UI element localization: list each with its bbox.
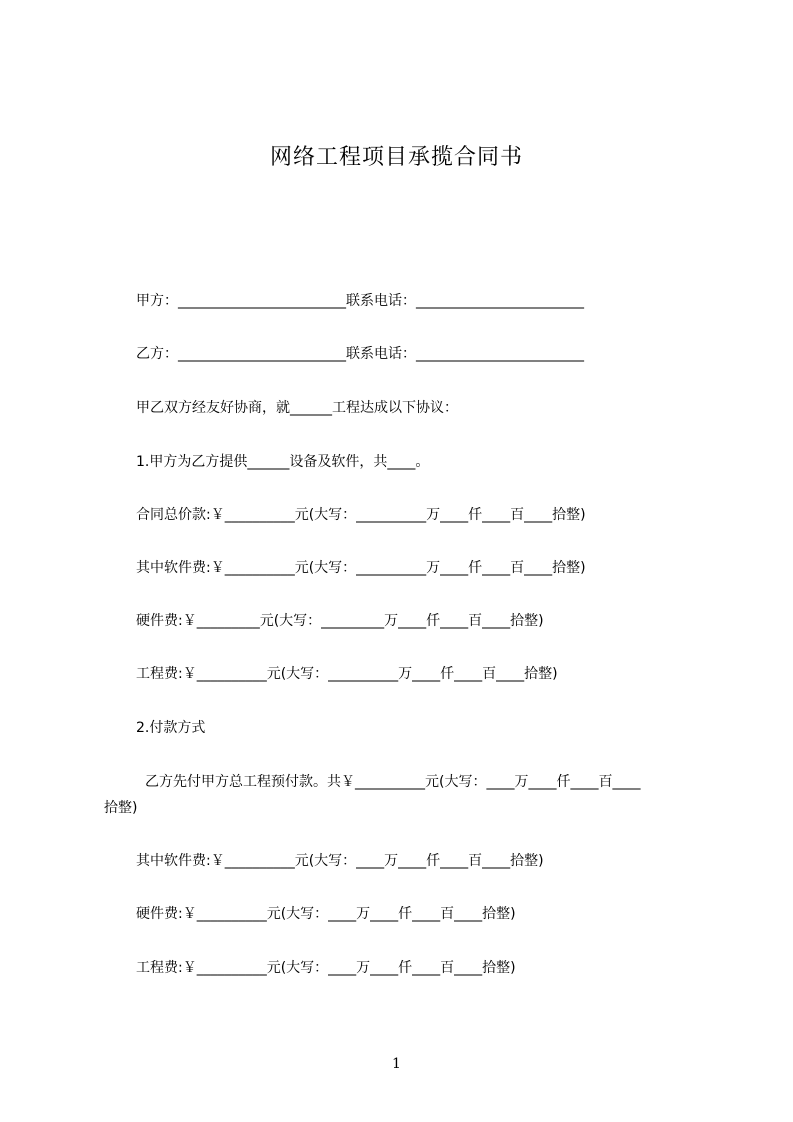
total-price-line: 合同总价款:￥__________元(大写：__________万____仟____百____拾整) — [136, 507, 586, 523]
software-fee-line: 其中软件费:￥__________元(大写：__________万____仟____百____拾整) — [136, 560, 586, 576]
page-number: 1 — [392, 1056, 401, 1072]
hardware-fee-line: 硬件费:￥_________元(大写：_________万____仟____百____拾整) — [136, 613, 544, 629]
party-a-line: 甲方：________________________联系电话：________________________ — [136, 293, 584, 309]
prepayment-software-fee-line: 其中软件费:￥__________元(大写：____万____仟____百____拾整) — [136, 853, 544, 869]
prepayment-line: 乙方先付甲方总工程预付款。共￥__________元(大写：____万____仟____百____ — [145, 774, 641, 790]
prepayment-line-continued: 拾整) — [104, 800, 138, 816]
prepayment-hardware-fee-line: 硬件费:￥__________元(大写：____万____仟____百____拾整) — [136, 906, 516, 922]
document-title: 网络工程项目承揽合同书 — [269, 145, 523, 170]
clause-1-line: 1.甲方为乙方提供______设备及软件，共____。 — [136, 454, 430, 470]
engineering-fee-line: 工程费:￥__________元(大写：__________万____仟____百____拾整) — [136, 666, 558, 682]
prepayment-engineering-fee-line: 工程费:￥__________元(大写：____万____仟____百____拾整) — [136, 960, 516, 976]
party-b-line: 乙方：________________________联系电话：________________________ — [136, 346, 584, 362]
clause-2-heading: 2.付款方式 — [136, 720, 206, 736]
agreement-intro-line: 甲乙双方经友好协商，就______工程达成以下协议： — [136, 400, 458, 416]
